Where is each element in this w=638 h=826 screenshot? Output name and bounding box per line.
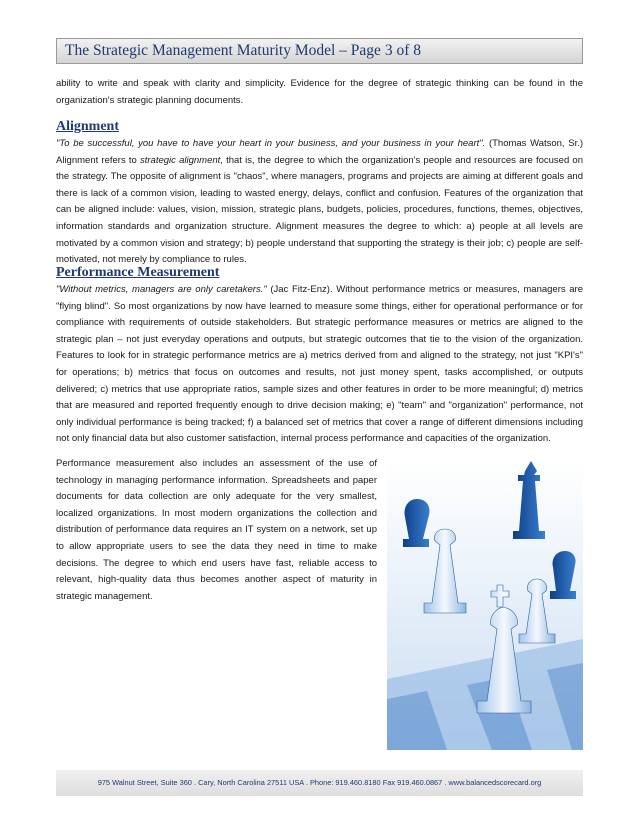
- page-footer: [56, 770, 583, 796]
- performance-body: (Jac Fitz-Enz). Without performance metrics or measures, managers are "flying blind". So most organizations by now have learned to measure some things, either for operational performance or for compliance with requirements of outside stakeholders. But strategic performance measures or metrics are aligned to the strategic plan – not just everyday operations and outputs, but strategic outcomes that tie to the vision of the organization. Features to look for in strategic performance metrics are a) metrics derived from and aligned to the strategy, not just "KPI's" for operations; b) metrics that focus on outcomes and results, not just money spent, tasks accomplished, or outputs delivered; c) metrics that use appropriate ratios, sample sizes and other features in order to be more meaningful; d) metrics that are measured and reported frequently enough to drive decision making; e) "team" and "organization" performance, not only individual performance is being tracked; f) a balanced set of metrics that cover a range of different dimensions including not only financial data but also customer satisfaction, internal process performance and capacities of the organization.: [56, 284, 583, 445]
- performance-paragraph: [56, 282, 583, 448]
- chess-pieces-icon: [387, 459, 583, 750]
- page-title: The Strategic Management Maturity Model – Page 3 of 8: [65, 42, 421, 59]
- alignment-body-2: , that is, the degree to which the organization's people and resources are focused on the strategy. The opposite of alignment is "chaos", where managers, programs and projects are aiming at different goals and there is lack of a common vision, leading to wasted energy, delays, conflict and confusion. Features of the organization that can be aligned include: values, vision, mission, strategic plans, budgets, policies, procedures, functions, themes, objectives, information standards and organization structure. Alignment measures the degree to which: a) people at all levels are motivated by a common vision and strategy; b) people understand that supporting the strategy is their job; c) people are self-motivated, not merely by compliance to rules.: [56, 154, 583, 266]
- performance-paragraph-2: Performance measurement also includes an assessment of the use of technology in managing performance information. Spreadsheets and paper documents for data collection are only adequate for the very smallest, localized organizations. In most modern organizations the collection and distribution of performance data requires an IT system on a network, set up to allow appropriate users to see the data they need in time to make decisions. The degree to which end users have fast, reliable access to relevant, high-quality data thus becomes another aspect of maturity in strategic management.: [56, 458, 377, 602]
- intro-paragraph: ability to write and speak with clarity and simplicity. Evidence for the degree of strategic thinking can be found in the organization's strategic planning documents.: [56, 78, 583, 106]
- performance-section: [56, 264, 583, 448]
- alignment-body-1: (Thomas Watson, Sr.) Alignment refers to: [56, 138, 584, 166]
- alignment-section: [56, 118, 583, 269]
- chess-image: [387, 459, 583, 750]
- performance-heading: Performance Measurement: [56, 265, 220, 280]
- alignment-emphasis: strategic alignment: [140, 154, 221, 166]
- performance-quote: "Without metrics, managers are only caretakers.": [56, 284, 267, 295]
- alignment-heading: Alignment: [56, 119, 119, 134]
- performance-technology-section: [56, 456, 377, 605]
- alignment-paragraph: [56, 136, 583, 269]
- intro-section: [56, 76, 583, 109]
- page-header: [56, 38, 583, 64]
- footer-contact: 975 Walnut Street, Suite 360 . Cary, North Carolina 27511 USA . Phone: 919.460.8180 Fax 919.460.0867 . www.balancedscorecard.org: [97, 778, 542, 787]
- alignment-quote: "To be successful, you have to have your heart in your business, and your business in your heart".: [56, 138, 486, 149]
